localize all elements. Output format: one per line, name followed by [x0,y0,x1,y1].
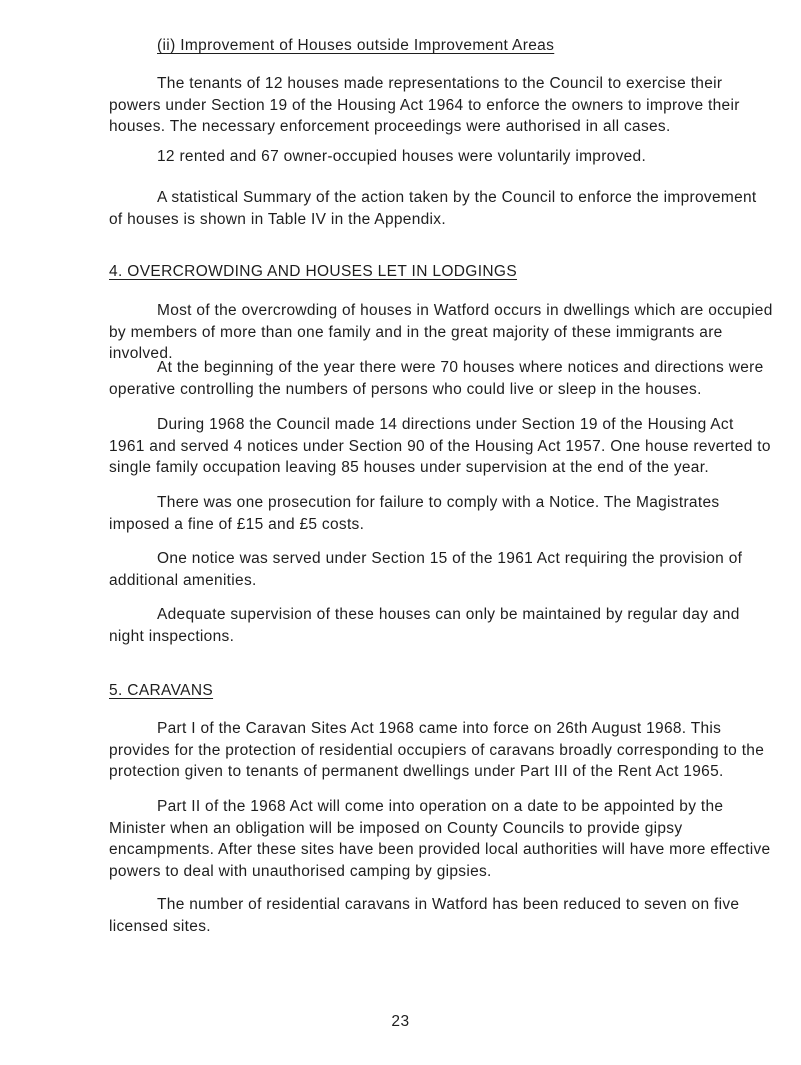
section-ii-paragraph-3: A statistical Summary of the action taken by the Council to enforce the improvement of houses is shown in Table IV in the Appendix. [109,189,757,228]
section-4-paragraph-4: There was one prosecution for failure to comply with a Notice. The Magistrates imposed a fine of £15 and £5 costs. [109,494,720,533]
section-4-heading [109,262,517,282]
section-4-paragraph-5: One notice was served under Section 15 of the 1961 Act requiring the provision of additional amenities. [109,550,743,589]
section-ii-heading-text: (ii) Improvement of Houses outside Improvement Areas [157,37,555,54]
section-5-paragraph-3: The number of residential caravans in Watford has been reduced to seven on five licensed sites. [109,896,740,935]
section-4-paragraph-3: During 1968 the Council made 14 directions under Section 19 of the Housing Act 1961 and served 4 notices under Section 90 of the Housing Act 1957. One house reverted to single family occupation leaving 85 houses under supervision at the end of the year. [109,416,771,476]
section-4-paragraph-1: Most of the overcrowding of houses in Watford occurs in dwellings which are occupied by members of more than one family and in the great majority of these immigrants are involved. [109,302,773,362]
section-5-heading-text: 5. CARAVANS [109,682,214,699]
section-4-paragraph-6: Adequate supervision of these houses can only be maintained by regular day and night inspections. [109,606,740,645]
section-ii-paragraph-2: 12 rented and 67 owner-occupied houses were voluntarily improved. [157,148,647,165]
section-5-heading [109,681,213,701]
section-4-paragraph-2: At the beginning of the year there were 70 houses where notices and directions were operative controlling the numbers of persons who could live or sleep in the houses. [109,359,764,398]
section-5-paragraph-1: Part I of the Caravan Sites Act 1968 came into force on 26th August 1968. This provides for the protection of residential occupiers of caravans broadly corresponding to the protection given to tenants of permanent dwellings under Part III of the Rent Act 1965. [109,720,765,780]
page-number: 23 [391,1013,410,1030]
section-5-paragraph-2: Part II of the 1968 Act will come into operation on a date to be appointed by the Minister when an obligation will be imposed on County Councils to provide gipsy encampments. After these sites have been provided local authorities will have more effective powers to deal with unauthorised camping by gipsies. [109,798,771,880]
section-ii-heading [157,36,554,56]
section-ii-paragraph-1: The tenants of 12 houses made representations to the Council to exercise their powers under Section 19 of the Housing Act 1964 to enforce the owners to improve their houses. The necessary enforcement proceedings were authorised in all cases. [109,75,740,135]
section-4-heading-text: 4. OVERCROWDING AND HOUSES LET IN LODGINGS [109,263,518,280]
